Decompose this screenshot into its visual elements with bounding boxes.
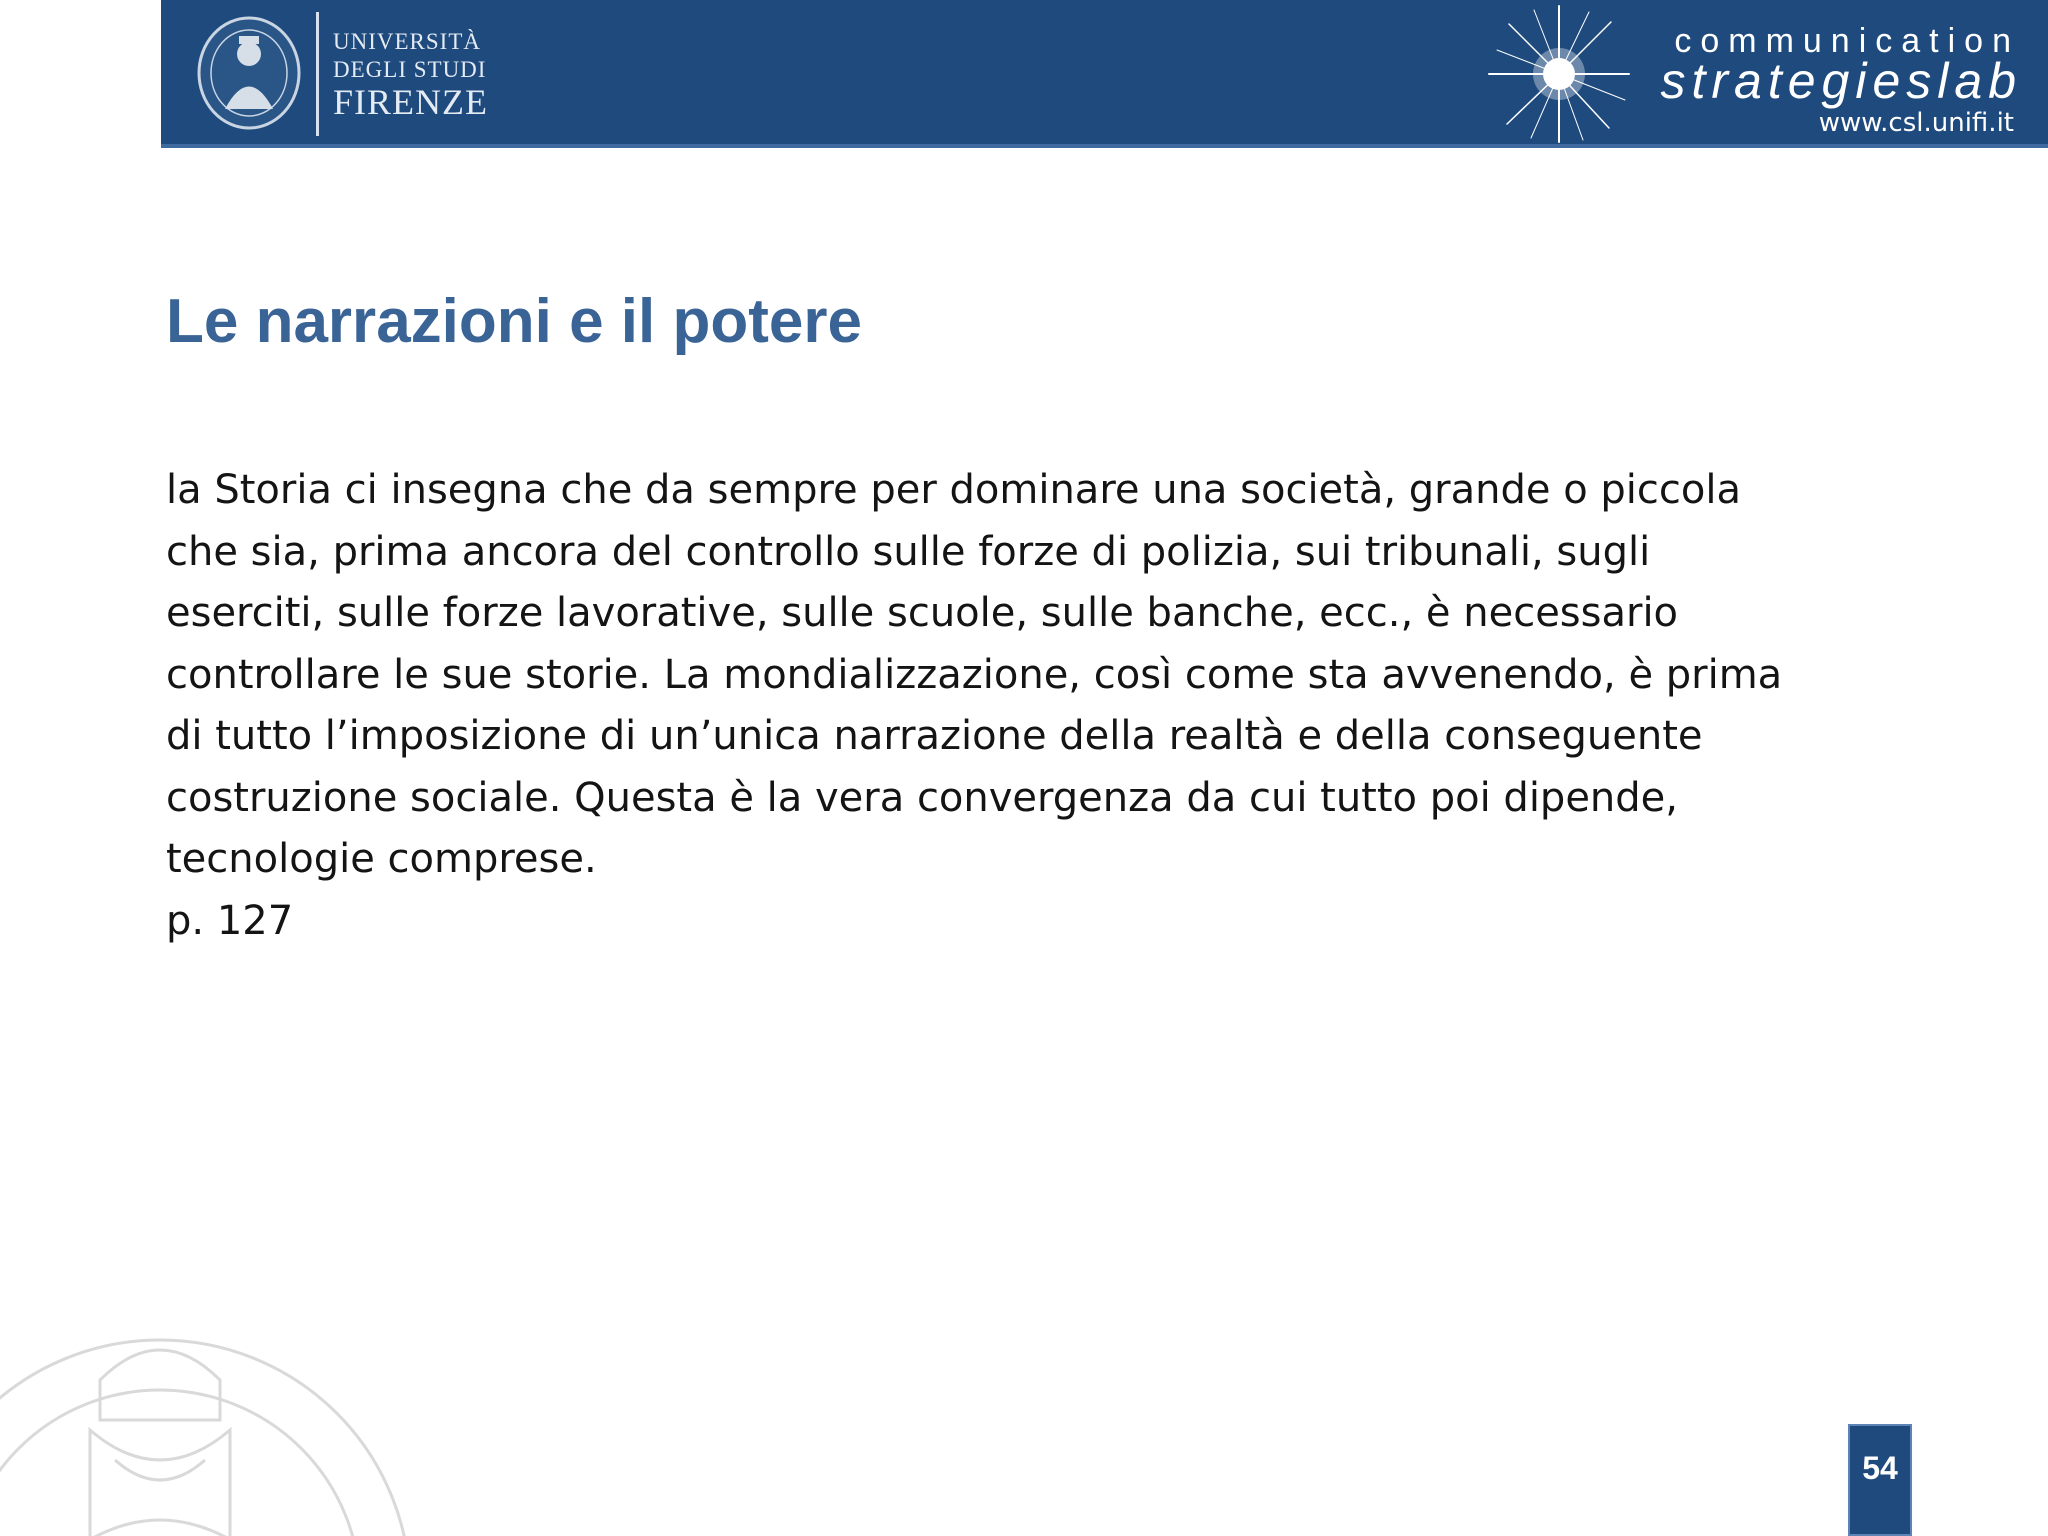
university-line-1: UNIVERSITÀ: [333, 29, 481, 54]
university-line-3: FIRENZE: [333, 82, 488, 122]
body-line: tecnologie comprese.: [166, 836, 597, 882]
lab-url[interactable]: www.csl.unifi.it: [1818, 108, 2014, 138]
body-line: eserciti, sulle forze lavorative, sulle scuole, sulle banche, ecc., è necessario: [166, 590, 1679, 636]
lab-name-line-2: strategieslab: [1660, 53, 2022, 109]
body-line: di tutto l’imposizione di un’unica narrazione della realtà e della conseguente: [166, 713, 1703, 759]
header-bar: [161, 0, 2048, 148]
body-line: costruzione sociale. Questa è la vera convergenza da cui tutto poi dipende,: [166, 774, 1678, 821]
header-divider: [316, 12, 319, 136]
slide-body: [166, 460, 1866, 952]
university-seal-watermark: [0, 1260, 460, 1536]
body-line: controllare le sue storie. La mondializzazione, così come sta avvenendo, è prima: [166, 651, 1783, 698]
university-line-2: DEGLI STUDI: [333, 57, 487, 82]
body-line: la Storia ci insegna che da sempre per dominare una società, grande o piccola: [166, 467, 1741, 513]
starburst-logo-icon: [1479, 0, 1639, 148]
slide-title: Le narrazioni e il potere: [166, 287, 862, 356]
body-line: che sia, prima ancora del controllo sulle forze di polizia, sui tribunali, sugli: [166, 528, 1651, 575]
page-number-badge: 54: [1848, 1424, 1912, 1536]
university-name: [333, 30, 488, 120]
lab-name-line-1: communication: [1674, 22, 2020, 60]
page-reference: p. 127: [166, 897, 294, 944]
university-seal-logo: [195, 14, 303, 132]
